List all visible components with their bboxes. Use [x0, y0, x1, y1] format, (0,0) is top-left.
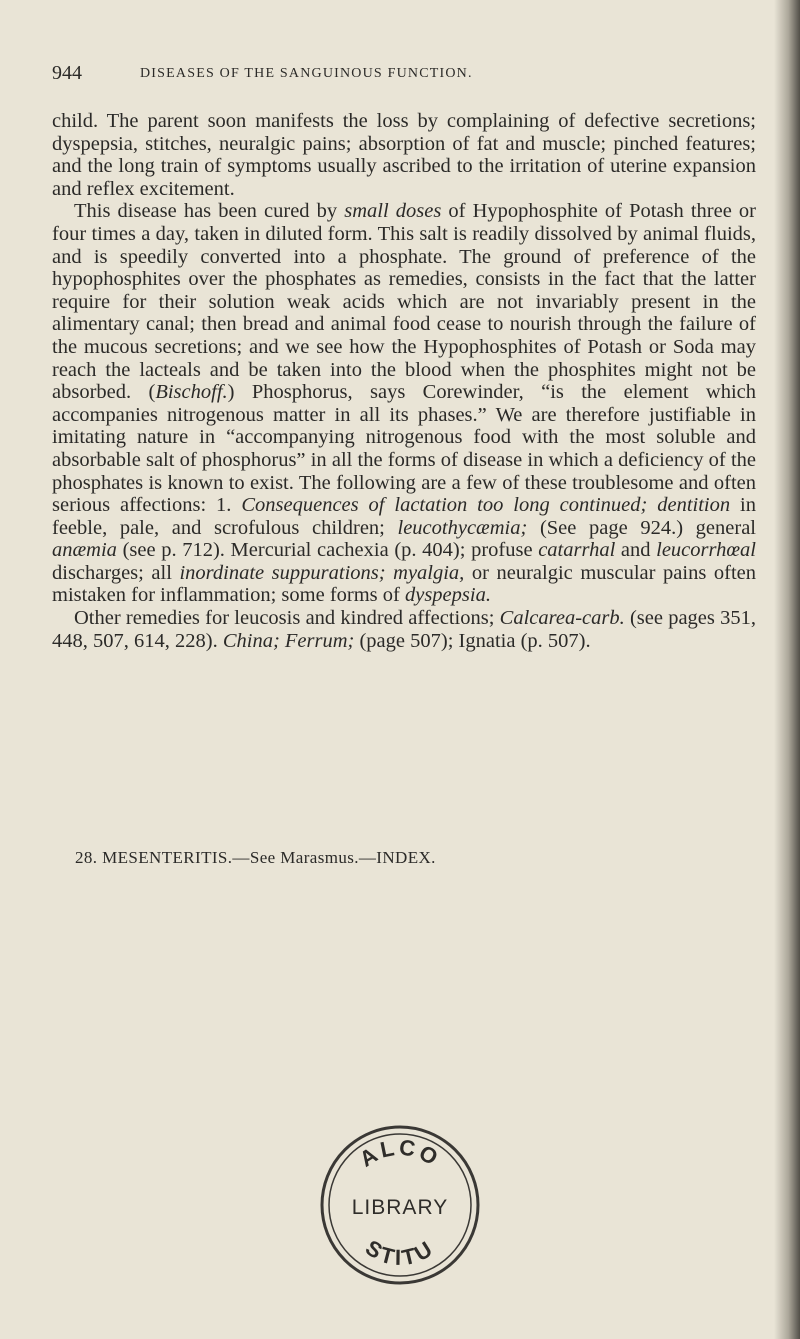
- paragraph-3-italic-1: Calcarea-carb.: [499, 607, 625, 630]
- paragraph-2-italic-4: leucothycæmia;: [397, 516, 528, 539]
- paragraph-3: [52, 607, 756, 652]
- paragraph-3-text-3: (page 507); Ignatia (p. 507).: [354, 629, 591, 652]
- paragraph-2-text-3: ) Phosphorus, says Corewinder, “is the element which accompanies nitrogenous matter in all its phases.” We are therefore justifiable in imitating nature in “accompanying nitrogenous food with the most soluble and absorbable salt of phosphorus” in all the forms of disease in which a deficiency of the phosphates is known to exist. The following are a few of these troublesome and often serious affections: 1.: [52, 381, 756, 517]
- stamp-bottom-text: STITU: [361, 1234, 439, 1271]
- library-stamp: [315, 1120, 485, 1290]
- paragraph-2-text-9: or neuralgic muscular pains often mistaken for inflammation; some forms of: [52, 561, 756, 607]
- paragraph-2-text-8: discharges; all: [52, 561, 180, 584]
- paragraph-2-italic-9: dyspepsia.: [404, 584, 491, 607]
- paragraph-2: [52, 200, 756, 607]
- paragraph-3-text-1: Other remedies for leucosis and kindred affections;: [74, 607, 500, 630]
- paragraph-2-italic-6: catarrhal: [538, 539, 616, 562]
- paragraph-2-italic-8: inordinate suppurations; myalgia,: [179, 561, 465, 584]
- paragraph-1: [52, 110, 756, 200]
- stamp-middle-text: LIBRARY: [351, 1196, 449, 1219]
- body-text: [52, 110, 756, 652]
- paragraph-2-text-7: and: [615, 539, 657, 562]
- paragraph-2-text-4: in feeble, pale, and scrofulous children;: [52, 494, 756, 539]
- page-edge-shadow: [774, 0, 800, 1339]
- paragraph-2-text-1: This disease has been cured by: [74, 200, 345, 223]
- section-heading: 28. MESENTERITIS.—See Marasmus.—INDEX.: [75, 848, 436, 867]
- paragraph-2-italic-7: leucorrhœal: [656, 539, 756, 562]
- paragraph-2-italic-2: Bischoff.: [155, 381, 228, 404]
- stamp-top-text: ALCO: [355, 1134, 445, 1172]
- paragraph-2-italic-3: Consequences of lactation too long continued; dentition: [241, 494, 731, 517]
- page-header: [52, 62, 742, 92]
- paragraph-2-text-6: (see p. 712). Mercurial cachexia (p. 404); profuse: [116, 539, 539, 562]
- paragraph-1-text: child. The parent soon manifests the loss by complaining of defective secretions; dyspepsia, stitches, neuralgic pains; absorption of fat and muscle; pinched features; and the long train of symptoms usually ascribed to the irritation of uterine expansion and reflex excitement.: [52, 110, 756, 200]
- running-head: DISEASES OF THE SANGUINOUS FUNCTION.: [140, 66, 473, 81]
- paragraph-3-italic-2: China; Ferrum;: [222, 629, 355, 652]
- paragraph-2-italic-5: anæmia: [52, 539, 117, 562]
- paragraph-3-text-2: (see pages 351, 448, 507, 614, 228).: [52, 607, 756, 652]
- paragraph-2-text-2: of Hypophosphite of Potash three or four times a day, taken in diluted form. This salt is readily dissolved by animal fluids, and is speedily converted into a phosphate. The ground of preference of the hypophosphites over the phosphates as remedies, consists in the fact that the latter require for their solution weak acids which are not invariably present in the alimentary canal; then bread and animal food cease to nourish through the failure of the mucous secretions; and we see how the Hypophosphites of Potash or Soda may reach the lacteals and be taken into the blood when the phosphites might not be absorbed. (: [52, 200, 756, 404]
- paragraph-2-italic-1: small doses: [344, 200, 442, 223]
- paragraph-2-text-5: (See page 924.) general: [527, 516, 756, 539]
- page-number: 944: [52, 62, 82, 84]
